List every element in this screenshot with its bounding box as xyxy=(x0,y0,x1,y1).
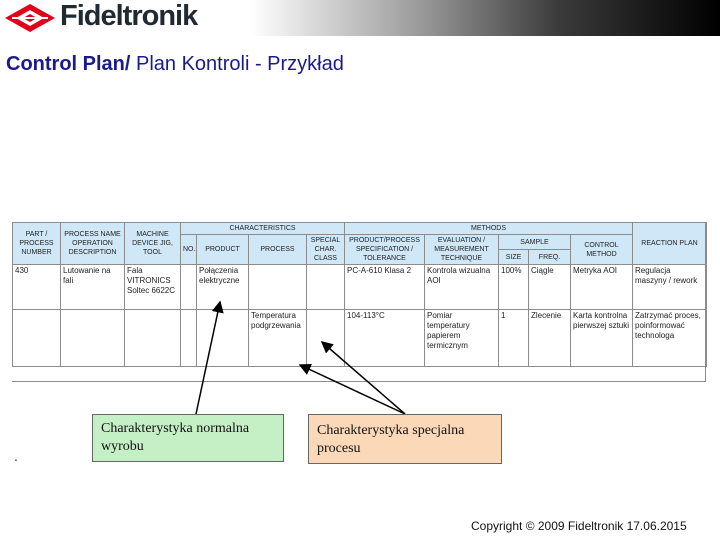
cell-spec: 104-113°C xyxy=(345,310,425,367)
header-size: SIZE xyxy=(499,250,529,265)
header-freq: FREQ. xyxy=(529,250,571,265)
header-specification: PRODUCT/PROCESS SPECIFICATION / TOLERANCE xyxy=(345,235,425,265)
header-product: PRODUCT xyxy=(197,235,249,265)
callout-process-characteristic: Charakterystyka specjalna procesu xyxy=(308,414,502,464)
cell-machine: Fala VITRONICS Soltec 6622C xyxy=(125,265,181,310)
cell-process-name xyxy=(61,310,125,367)
cell-control: Karta kontrolna pierwszej sztuki xyxy=(571,310,633,367)
table-row xyxy=(13,265,707,310)
fideltronik-logo-icon xyxy=(4,3,56,33)
cell-control: Metryka AOI xyxy=(571,265,633,310)
cell-product: Połączenia elektryczne xyxy=(197,265,249,310)
header-process: PROCESS xyxy=(249,235,307,265)
cell-part: 430 xyxy=(13,265,61,310)
header-reaction-plan: REACTION PLAN xyxy=(633,223,707,265)
table-row xyxy=(13,310,707,367)
stray-mark: . xyxy=(14,448,18,464)
header-methods: METHODS xyxy=(345,223,633,235)
cell-machine xyxy=(125,310,181,367)
header-characteristics: CHARACTERISTICS xyxy=(181,223,345,235)
header-evaluation: EVALUATION / MEASUREMENT TECHNIQUE xyxy=(425,235,499,265)
cell-freq: Ciągle xyxy=(529,265,571,310)
cell-size: 1 xyxy=(499,310,529,367)
cell-spec: PC-A-610 Klasa 2 xyxy=(345,265,425,310)
header-machine: MACHINE DEVICE JIG, TOOL xyxy=(125,223,181,265)
footer-copyright: Copyright © 2009 Fideltronik 17.06.2015 xyxy=(471,519,687,533)
header-sample: SAMPLE xyxy=(499,235,571,250)
cell-process xyxy=(249,265,307,310)
cell-no xyxy=(181,310,197,367)
cell-process-name: Lutowanie na fali xyxy=(61,265,125,310)
cell-size: 100% xyxy=(499,265,529,310)
header-control-method: CONTROL METHOD xyxy=(571,235,633,265)
header-no: NO. xyxy=(181,235,197,265)
page-title-rest: Plan Kontroli - Przykład xyxy=(130,53,344,75)
header-special-class: SPECIAL CHAR. CLASS xyxy=(307,235,345,265)
cell-evaluation: Kontrola wizualna AOI xyxy=(425,265,499,310)
header-bar xyxy=(0,0,720,36)
cell-product xyxy=(197,310,249,367)
cell-special xyxy=(307,310,345,367)
logo-wordmark: Fideltronik xyxy=(60,0,198,32)
header-part-number: PART / PROCESS NUMBER xyxy=(13,223,61,265)
cell-evaluation: Pomiar temperatury papierem termicznym xyxy=(425,310,499,367)
cell-freq: Zlecenie xyxy=(529,310,571,367)
callout-product-characteristic: Charakterystyka normalna wyrobu xyxy=(92,414,284,462)
cell-special xyxy=(307,265,345,310)
cell-part xyxy=(13,310,61,367)
cell-no xyxy=(181,265,197,310)
page-title-bold: Control Plan/ xyxy=(6,53,131,75)
cell-process: Temperatura podgrzewania xyxy=(249,310,307,367)
control-plan-table xyxy=(12,222,706,382)
page-title xyxy=(6,53,344,76)
cell-reaction: Zatrzymać proces, poinformować technologa xyxy=(633,310,707,367)
header-process-name: PROCESS NAME OPERATION DESCRIPTION xyxy=(61,223,125,265)
cell-reaction: Regulacja maszyny / rework xyxy=(633,265,707,310)
control-plan-grid xyxy=(12,222,707,367)
